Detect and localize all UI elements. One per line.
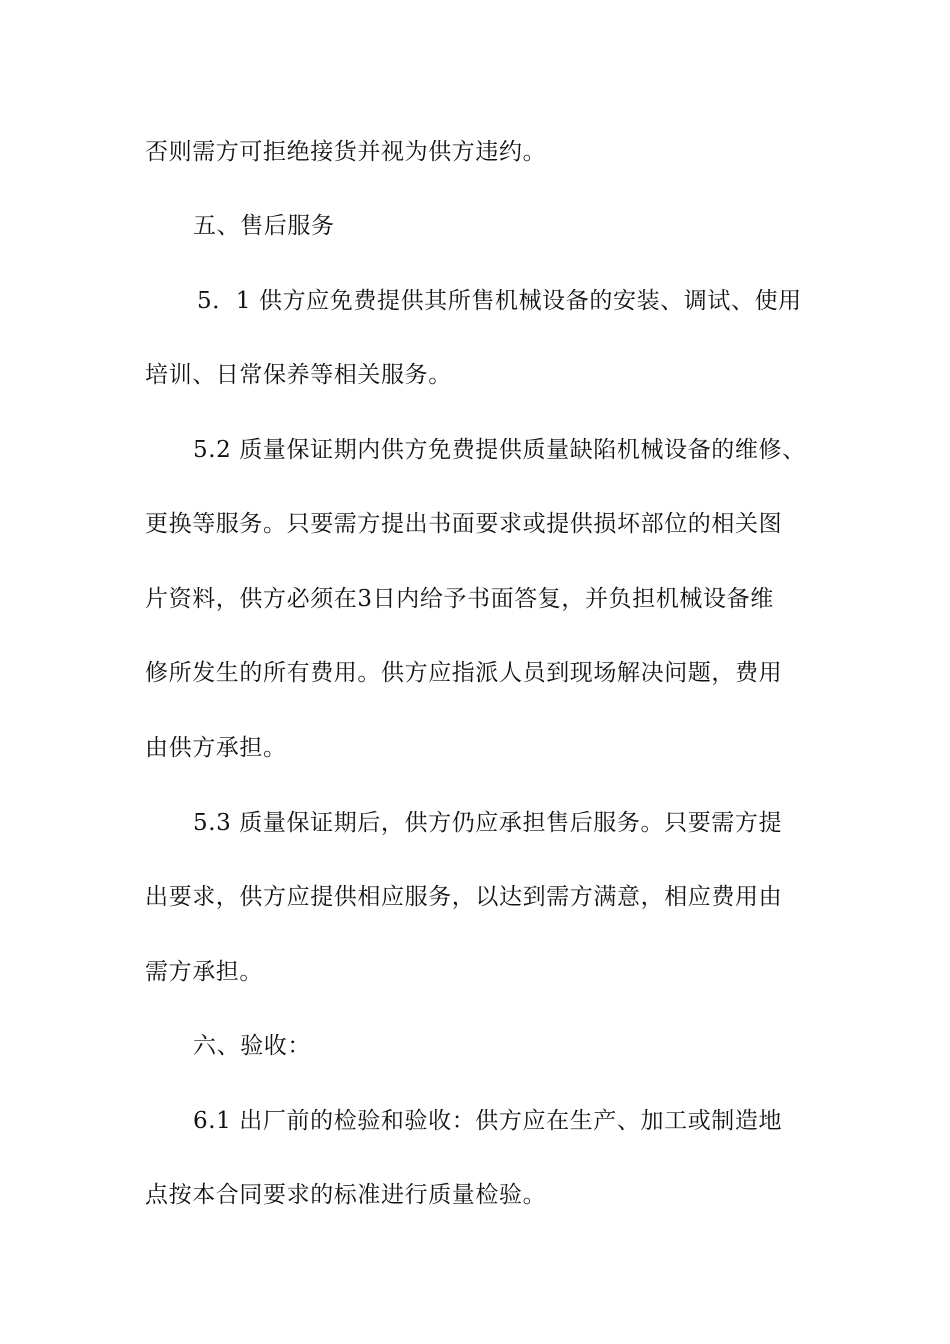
text-line: 否则需方可拒绝接货并视为供方违约。 (145, 139, 547, 165)
text-line: 片资料，供方必须在3日内给予书面答复，并负担机械设备维 (145, 586, 774, 612)
text-line: 更换等服务。只要需方提出书面要求或提供损坏部位的相关图 (145, 511, 783, 537)
text-line: 5．1 供方应免费提供其所售机械设备的安装、调试、使用 (197, 288, 802, 314)
text-line: 修所发生的所有费用。供方应指派人员到现场解决问题，费用 (145, 660, 783, 686)
text-line: 5.2 质量保证期内供方免费提供质量缺陷机械设备的维修、 (193, 437, 806, 463)
text-line: 5.3 质量保证期后，供方仍应承担售后服务。只要需方提 (193, 810, 783, 836)
text-line: 由供方承担。 (145, 735, 287, 761)
section-heading: 六、验收： (193, 1033, 311, 1059)
text-line: 培训、日常保养等相关服务。 (145, 362, 452, 388)
text-line: 需方承担。 (145, 959, 263, 985)
text-line: 点按本合同要求的标准进行质量检验。 (145, 1182, 547, 1208)
section-heading: 五、售后服务 (193, 213, 335, 239)
text-line: 6.1 出厂前的检验和验收：供方应在生产、加工或制造地 (193, 1108, 783, 1134)
text-line: 出要求，供方应提供相应服务，以达到需方满意，相应费用由 (145, 884, 783, 910)
